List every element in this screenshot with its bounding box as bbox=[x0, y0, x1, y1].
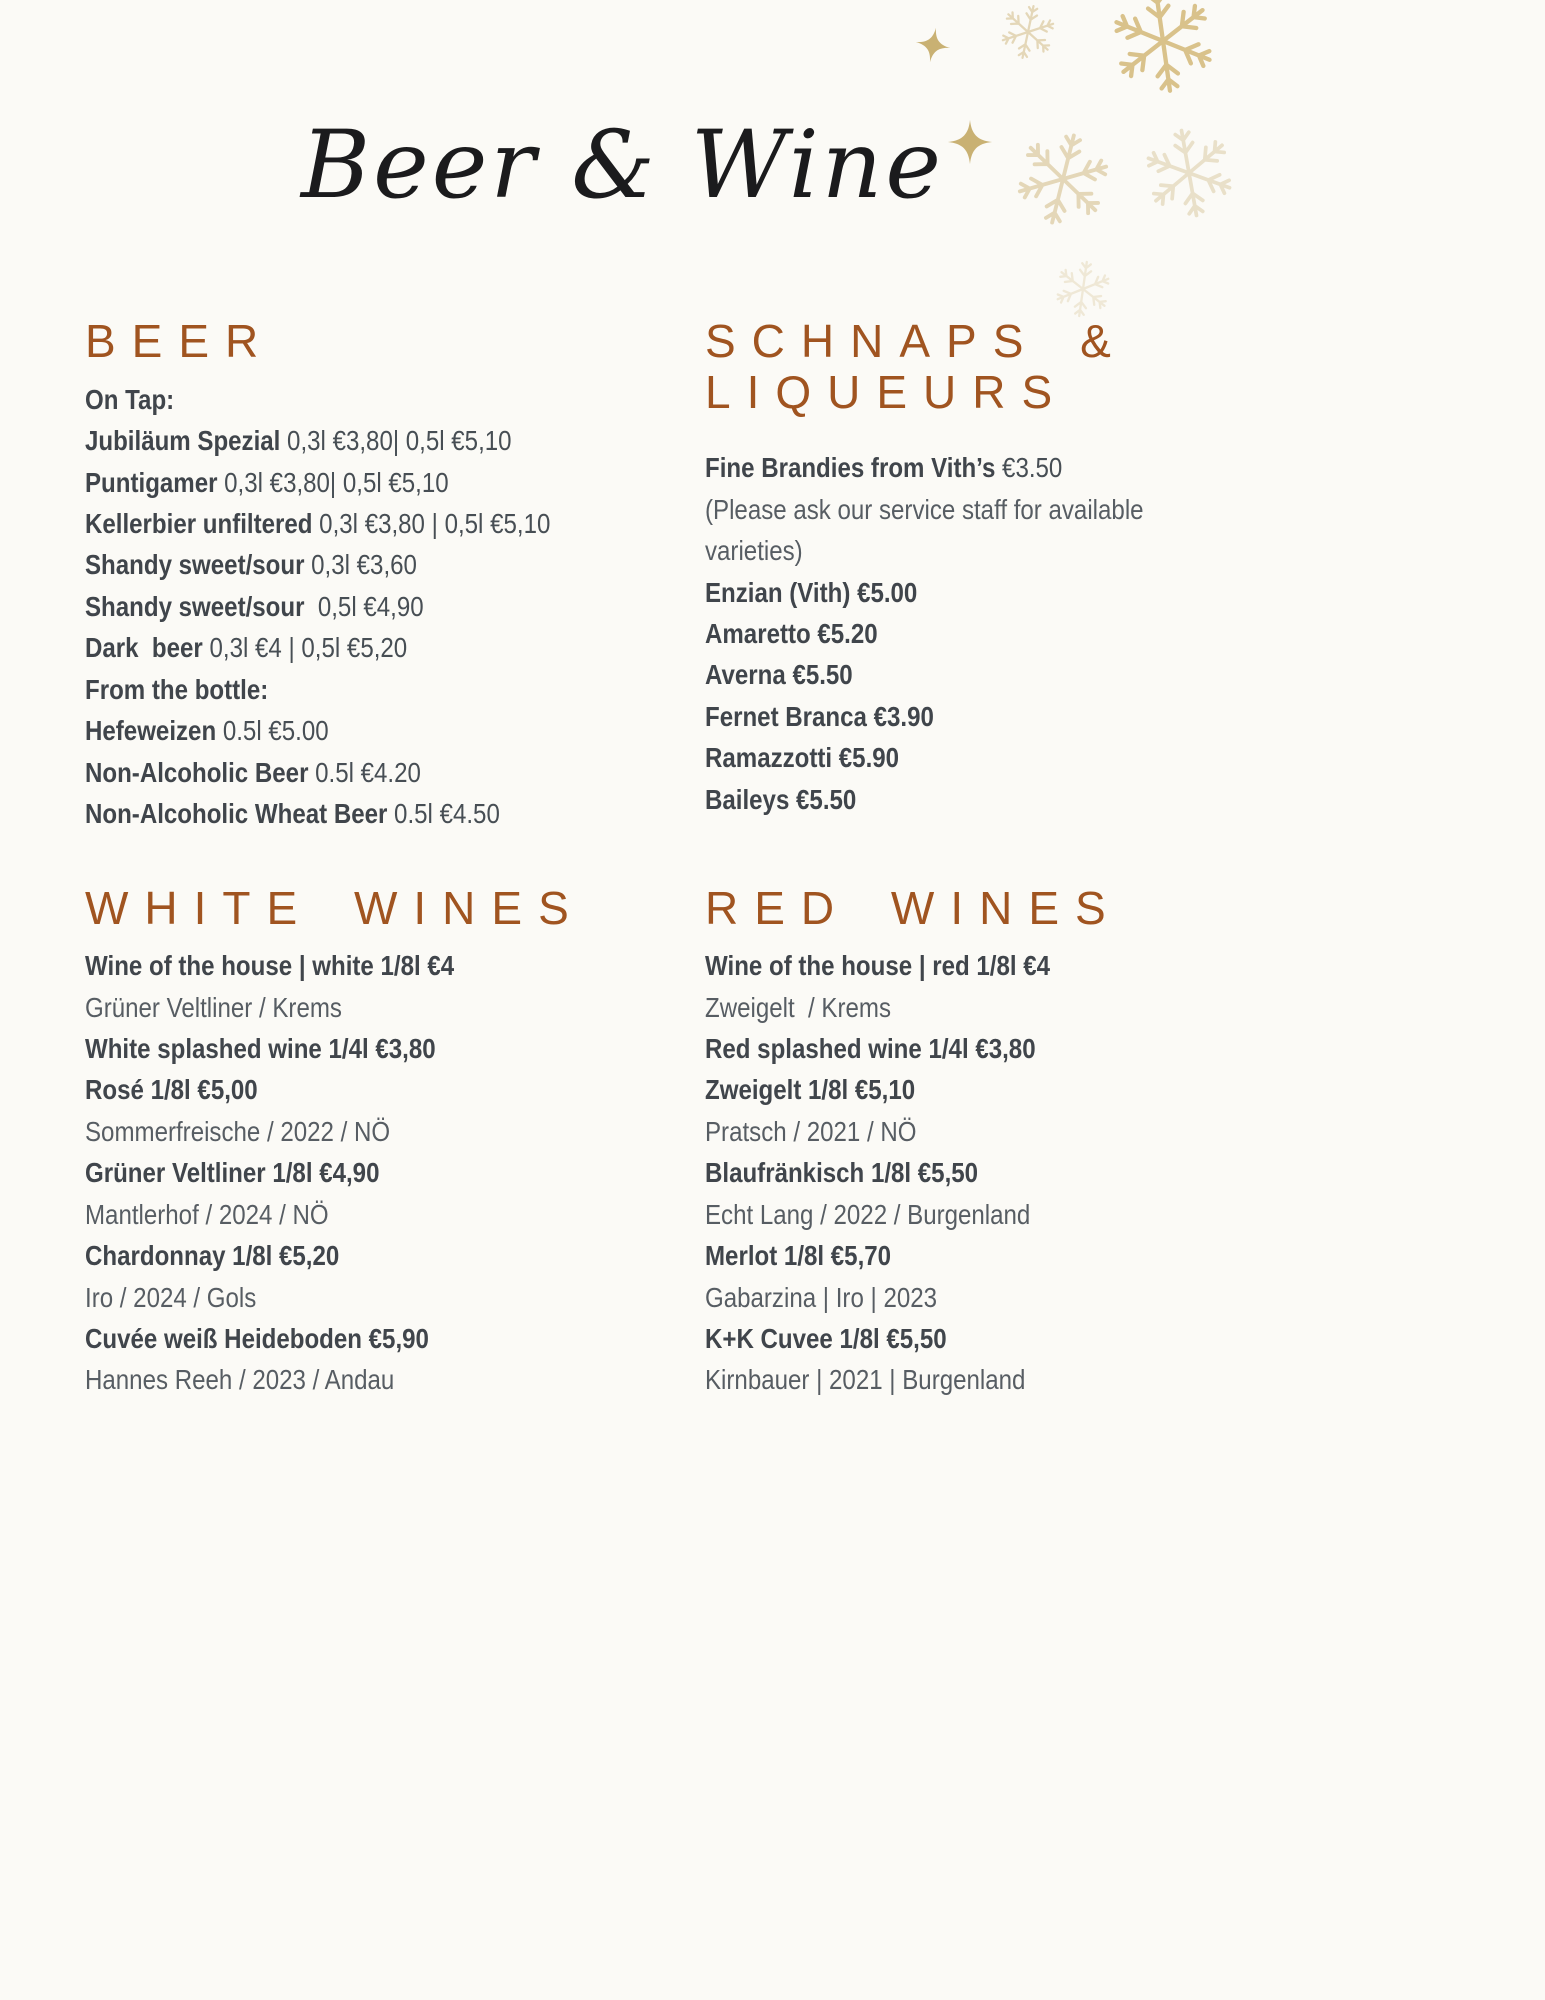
item-name: Non-Alcoholic Wheat Beer bbox=[85, 798, 388, 830]
snowflake-icon bbox=[1048, 254, 1118, 324]
item-name: Merlot 1/8l €5,70 bbox=[705, 1240, 892, 1272]
item-name: Non-Alcoholic Beer bbox=[85, 756, 309, 788]
item-subtext: Hannes Reeh / 2023 / Andau bbox=[85, 1364, 395, 1396]
menu-item bbox=[705, 696, 1200, 737]
menu-item bbox=[705, 1111, 1176, 1152]
item-name: Blaufränkisch 1/8l €5,50 bbox=[705, 1157, 979, 1189]
item-price: 0,3l €4 | 0,5l €5,20 bbox=[202, 632, 408, 664]
page-title: Beer & Wine bbox=[301, 111, 944, 220]
item-name: Jubiläum Spezial bbox=[85, 425, 281, 457]
menu-item bbox=[85, 1277, 556, 1318]
item-name: Shandy sweet/sour bbox=[85, 590, 305, 622]
item-subtext: Grüner Veltliner / Krems bbox=[85, 991, 342, 1023]
item-price: 0.5l €4.20 bbox=[308, 756, 421, 788]
menu-items bbox=[85, 945, 660, 1401]
menu-item bbox=[85, 462, 580, 503]
menu-item bbox=[85, 503, 580, 544]
menu-item bbox=[85, 544, 580, 585]
menu-item bbox=[705, 1318, 1200, 1359]
menu-item bbox=[85, 586, 580, 627]
section-heading: WHITE WINES bbox=[85, 881, 585, 934]
menu-item bbox=[705, 572, 1200, 613]
menu-item bbox=[705, 987, 1176, 1028]
menu-item bbox=[705, 613, 1200, 654]
menu-item bbox=[705, 1359, 1176, 1400]
item-name: Kellerbier unfiltered bbox=[85, 508, 313, 539]
item-subtext: Iro / 2024 / Gols bbox=[85, 1281, 257, 1313]
item-name: Grüner Veltliner 1/8l €4,90 bbox=[85, 1157, 380, 1189]
menu-item bbox=[85, 752, 580, 793]
menu-item bbox=[705, 779, 1200, 820]
item-subtext: Sommerfreische / 2022 / NÖ bbox=[85, 1115, 391, 1147]
menu-items bbox=[705, 447, 1280, 820]
menu-item bbox=[705, 1277, 1176, 1318]
item-name: Cuvée weiß Heideboden €5,90 bbox=[85, 1323, 429, 1355]
item-price: 0,3l €3,80| 0,5l €5,10 bbox=[280, 425, 512, 457]
item-name: Dark beer bbox=[85, 632, 203, 664]
item-name: Wine of the house | red 1/8l €4 bbox=[705, 950, 1051, 982]
menu-item bbox=[705, 1194, 1176, 1235]
section-red-wines bbox=[705, 883, 1280, 1401]
item-price: 0.5l €5.00 bbox=[216, 715, 329, 747]
item-subtext: Kirnbauer | 2021 | Burgenland bbox=[705, 1364, 1026, 1396]
section-schnaps-liqueurs bbox=[705, 316, 1280, 834]
item-name: Baileys €5.50 bbox=[705, 783, 857, 815]
item-name: Amaretto €5.20 bbox=[705, 618, 878, 650]
menu-item bbox=[85, 420, 580, 461]
menu-item bbox=[85, 1194, 556, 1235]
menu-item bbox=[85, 793, 580, 834]
item-name: Chardonnay 1/8l €5,20 bbox=[85, 1240, 340, 1272]
menu-grid bbox=[0, 220, 1545, 1401]
menu-item bbox=[85, 669, 580, 710]
item-name: Fernet Branca €3.90 bbox=[705, 700, 934, 732]
menu-item bbox=[85, 987, 556, 1028]
menu-item bbox=[705, 1152, 1200, 1193]
menu-item bbox=[85, 1111, 556, 1152]
item-name: Averna €5.50 bbox=[705, 659, 853, 691]
item-name: From the bottle: bbox=[85, 673, 269, 705]
item-name: White splashed wine 1/4l €3,80 bbox=[85, 1032, 436, 1064]
menu-item bbox=[85, 1028, 580, 1069]
item-subtext: (Please ask our service staff for available varieties) bbox=[705, 493, 1151, 567]
menu-item bbox=[705, 737, 1200, 778]
menu-item bbox=[85, 710, 580, 751]
item-name: Ramazzotti €5.90 bbox=[705, 742, 900, 774]
item-price: 0,3l €3,60 bbox=[304, 549, 417, 581]
menu-item bbox=[85, 1069, 580, 1110]
item-price: 0.5l €4.50 bbox=[387, 798, 500, 830]
item-price: 0,5l €4,90 bbox=[304, 590, 424, 622]
item-name: On Tap: bbox=[85, 383, 175, 415]
item-name: Hefeweizen bbox=[85, 715, 217, 747]
item-name: Rosé 1/8l €5,00 bbox=[85, 1074, 258, 1106]
section-beer bbox=[85, 316, 660, 834]
menu-item bbox=[705, 1235, 1200, 1276]
item-subtext: Mantlerhof / 2024 / NÖ bbox=[85, 1198, 329, 1230]
item-subtext: Zweigelt / Krems bbox=[705, 991, 892, 1023]
item-name: Enzian (Vith) €5.00 bbox=[705, 576, 918, 608]
item-name: Wine of the house | white 1/8l €4 bbox=[85, 950, 455, 982]
item-subtext: Gabarzina | Iro | 2023 bbox=[705, 1281, 938, 1313]
menu-item bbox=[85, 1318, 580, 1359]
menu-items bbox=[705, 945, 1280, 1401]
item-price: €3.50 bbox=[995, 452, 1063, 484]
item-name: Zweigelt 1/8l €5,10 bbox=[705, 1074, 916, 1106]
section-heading: BEER bbox=[85, 315, 275, 368]
item-price: 0,3l €3,80 | 0,5l €5,10 bbox=[312, 508, 551, 539]
item-subtext: Echt Lang / 2022 / Burgenland bbox=[705, 1198, 1031, 1230]
item-name: Fine Brandies from Vith’s bbox=[705, 452, 996, 484]
menu-item bbox=[85, 379, 580, 420]
menu-item bbox=[85, 627, 580, 668]
item-price: 0,3l €3,80| 0,5l €5,10 bbox=[217, 466, 449, 498]
menu-item bbox=[85, 1359, 556, 1400]
menu-item bbox=[705, 447, 1200, 488]
item-name: Red splashed wine 1/4l €3,80 bbox=[705, 1032, 1036, 1064]
item-name: Puntigamer bbox=[85, 466, 218, 498]
section-heading: SCHNAPS & LIQUEURS bbox=[705, 315, 1127, 418]
item-name: Shandy sweet/sour bbox=[85, 549, 305, 581]
item-subtext: Pratsch / 2021 / NÖ bbox=[705, 1115, 917, 1147]
menu-item bbox=[85, 1152, 580, 1193]
menu-items bbox=[85, 379, 660, 835]
section-heading: RED WINES bbox=[705, 881, 1122, 934]
menu-item bbox=[705, 1028, 1200, 1069]
item-name: K+K Cuvee 1/8l €5,50 bbox=[705, 1323, 947, 1355]
menu-item bbox=[705, 654, 1200, 695]
menu-item bbox=[85, 1235, 580, 1276]
menu-item bbox=[705, 1069, 1200, 1110]
menu-item bbox=[85, 945, 580, 986]
section-white-wines bbox=[85, 883, 660, 1401]
menu-item bbox=[705, 945, 1200, 986]
menu-item bbox=[705, 489, 1176, 572]
